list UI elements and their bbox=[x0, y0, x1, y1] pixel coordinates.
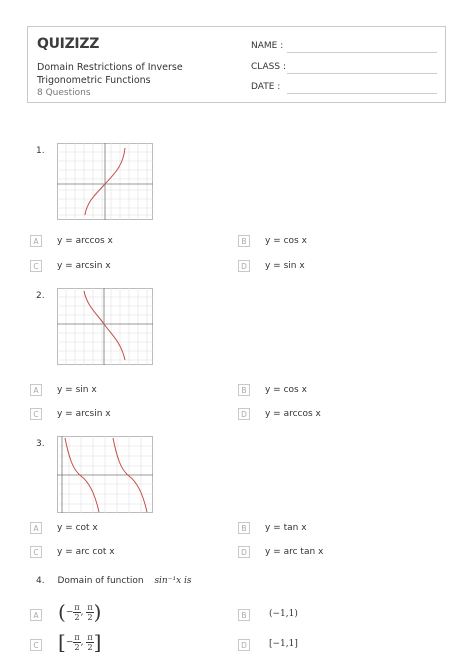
q3-option-a-letter[interactable]: A bbox=[30, 522, 42, 534]
q3-option-c-letter[interactable]: C bbox=[30, 546, 42, 558]
q1-option-c-text[interactable]: y = arcsin x bbox=[57, 261, 111, 271]
q2-option-a-text[interactable]: y = sin x bbox=[57, 385, 97, 395]
q3-option-b-letter[interactable]: B bbox=[238, 522, 250, 534]
quizizz-logo: QUIZIZZ bbox=[37, 36, 100, 52]
q4-option-c-text[interactable]: [− $\frac{\pi}{2}$ , $\frac{\pi}{2}$ ] bbox=[58, 630, 102, 654]
question-count: 8 Questions bbox=[37, 88, 91, 98]
q3-option-d-letter[interactable]: D bbox=[238, 546, 250, 558]
q2-option-c-text[interactable]: y = arcsin x bbox=[57, 409, 111, 419]
question-2-graph bbox=[57, 288, 153, 365]
q2-option-a-letter[interactable]: A bbox=[30, 384, 42, 396]
name-label: NAME : bbox=[251, 41, 284, 51]
q1-option-a-letter[interactable]: A bbox=[30, 235, 42, 247]
class-label: CLASS : bbox=[251, 62, 286, 72]
q1-option-b-letter[interactable]: B bbox=[238, 235, 250, 247]
worksheet-title: Domain Restrictions of Inverse Trigonometric Functions bbox=[37, 62, 183, 86]
question-4-prompt: Domain of function bbox=[57, 576, 144, 586]
date-line[interactable] bbox=[287, 93, 437, 94]
q3-option-c-text[interactable]: y = arc cot x bbox=[57, 547, 115, 557]
date-label: DATE : bbox=[251, 82, 281, 92]
name-line[interactable] bbox=[287, 52, 437, 53]
question-4-expression: sin⁻¹x is bbox=[154, 576, 192, 586]
q2-option-d-text[interactable]: y = arccos x bbox=[265, 409, 321, 419]
question-2-number: 2. bbox=[36, 291, 45, 301]
q4-option-b-text[interactable]: (−1,1) bbox=[269, 609, 298, 619]
question-3-graph bbox=[57, 436, 153, 513]
question-4-number: 4. bbox=[36, 576, 45, 586]
q4-option-d-text[interactable]: [−1,1] bbox=[269, 639, 298, 649]
q2-option-b-letter[interactable]: B bbox=[238, 384, 250, 396]
q1-option-d-text[interactable]: y = sin x bbox=[265, 261, 305, 271]
name-field[interactable] bbox=[251, 41, 283, 51]
q1-option-c-letter[interactable]: C bbox=[30, 260, 42, 272]
question-1-number: 1. bbox=[36, 146, 45, 156]
date-field[interactable] bbox=[251, 82, 280, 92]
question-4 bbox=[36, 576, 192, 586]
q3-option-a-text[interactable]: y = cot x bbox=[57, 523, 98, 533]
class-field[interactable] bbox=[251, 62, 286, 72]
q4-option-c-letter[interactable]: C bbox=[30, 639, 42, 651]
q4-option-a-letter[interactable]: A bbox=[30, 609, 42, 621]
q1-option-a-text[interactable]: y = arccos x bbox=[57, 236, 113, 246]
q2-option-c-letter[interactable]: C bbox=[30, 408, 42, 420]
q2-option-d-letter[interactable]: D bbox=[238, 408, 250, 420]
q1-option-b-text[interactable]: y = cos x bbox=[265, 236, 307, 246]
q2-option-b-text[interactable]: y = cos x bbox=[265, 385, 307, 395]
worksheet-header bbox=[27, 26, 446, 103]
question-3-number: 3. bbox=[36, 439, 45, 449]
q4-option-a-text[interactable]: (− $\frac{\pi}{2}$ , $\frac{\pi}{2}$ ) bbox=[58, 600, 102, 624]
q3-option-b-text[interactable]: y = tan x bbox=[265, 523, 307, 533]
q4-option-b-letter[interactable]: B bbox=[238, 609, 250, 621]
class-line[interactable] bbox=[287, 73, 437, 74]
q3-option-d-text[interactable]: y = arc tan x bbox=[265, 547, 324, 557]
question-1-graph bbox=[57, 143, 153, 220]
q4-option-d-letter[interactable]: D bbox=[238, 639, 250, 651]
q1-option-d-letter[interactable]: D bbox=[238, 260, 250, 272]
